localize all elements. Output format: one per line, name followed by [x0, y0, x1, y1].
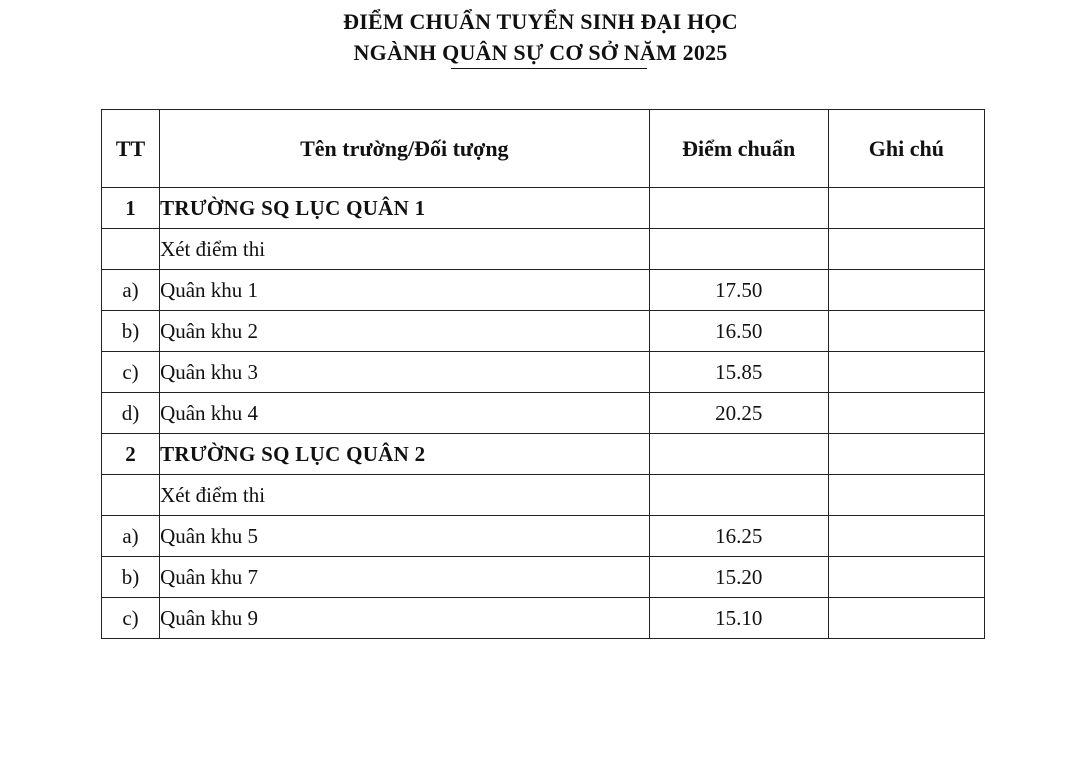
- row-name: Quân khu 3: [160, 352, 650, 393]
- row-note: [828, 557, 984, 598]
- table-row-method: [102, 475, 985, 516]
- row-name: Quân khu 7: [160, 557, 650, 598]
- row-score: 16.50: [649, 311, 828, 352]
- row-score: [649, 188, 828, 229]
- row-score: 15.20: [649, 557, 828, 598]
- row-name: Quân khu 4: [160, 393, 650, 434]
- row-name: Quân khu 5: [160, 516, 650, 557]
- table-row: [102, 557, 985, 598]
- row-tt: a): [102, 516, 160, 557]
- header-tt: TT: [102, 110, 160, 188]
- row-score: [649, 229, 828, 270]
- row-note: [828, 270, 984, 311]
- row-note: [828, 311, 984, 352]
- row-tt: d): [102, 393, 160, 434]
- table-row: [102, 352, 985, 393]
- document-title-line-1: ĐIỂM CHUẨN TUYỂN SINH ĐẠI HỌC: [343, 9, 738, 34]
- row-score: [649, 475, 828, 516]
- header-note: Ghi chú: [828, 110, 984, 188]
- row-name: TRƯỜNG SQ LỤC QUÂN 2: [160, 434, 650, 475]
- row-note: [828, 516, 984, 557]
- table-row: [102, 598, 985, 639]
- row-score: 15.10: [649, 598, 828, 639]
- table-row: [102, 270, 985, 311]
- row-note: [828, 475, 984, 516]
- row-note: [828, 352, 984, 393]
- row-tt: c): [102, 598, 160, 639]
- table-row: [102, 393, 985, 434]
- row-note: [828, 434, 984, 475]
- row-tt: b): [102, 557, 160, 598]
- row-tt: 2: [102, 434, 160, 475]
- header-score: Điểm chuẩn: [649, 110, 828, 188]
- row-score: 15.85: [649, 352, 828, 393]
- row-name: Xét điểm thi: [160, 229, 650, 270]
- row-score: 16.25: [649, 516, 828, 557]
- header-name: Tên trường/Đối tượng: [160, 110, 650, 188]
- table-row: [102, 516, 985, 557]
- row-score: 20.25: [649, 393, 828, 434]
- admission-score-table: [101, 109, 985, 639]
- row-score: [649, 434, 828, 475]
- table-row-school: [102, 188, 985, 229]
- row-score: 17.50: [649, 270, 828, 311]
- table-row: [102, 311, 985, 352]
- row-name: Quân khu 1: [160, 270, 650, 311]
- row-name: TRƯỜNG SQ LỤC QUÂN 1: [160, 188, 650, 229]
- row-tt: 1: [102, 188, 160, 229]
- row-tt: b): [102, 311, 160, 352]
- row-tt: [102, 229, 160, 270]
- row-tt: [102, 475, 160, 516]
- row-tt: c): [102, 352, 160, 393]
- row-tt: a): [102, 270, 160, 311]
- row-note: [828, 188, 984, 229]
- row-note: [828, 229, 984, 270]
- row-name: Xét điểm thi: [160, 475, 650, 516]
- row-note: [828, 393, 984, 434]
- row-note: [828, 598, 984, 639]
- title-underline: [451, 68, 647, 69]
- row-name: Quân khu 2: [160, 311, 650, 352]
- table-row-school: [102, 434, 985, 475]
- document-title-line-2: NGÀNH QUÂN SỰ CƠ SỞ NĂM 2025: [353, 40, 728, 65]
- row-name: Quân khu 9: [160, 598, 650, 639]
- table-header-row: [102, 110, 985, 188]
- table-row-method: [102, 229, 985, 270]
